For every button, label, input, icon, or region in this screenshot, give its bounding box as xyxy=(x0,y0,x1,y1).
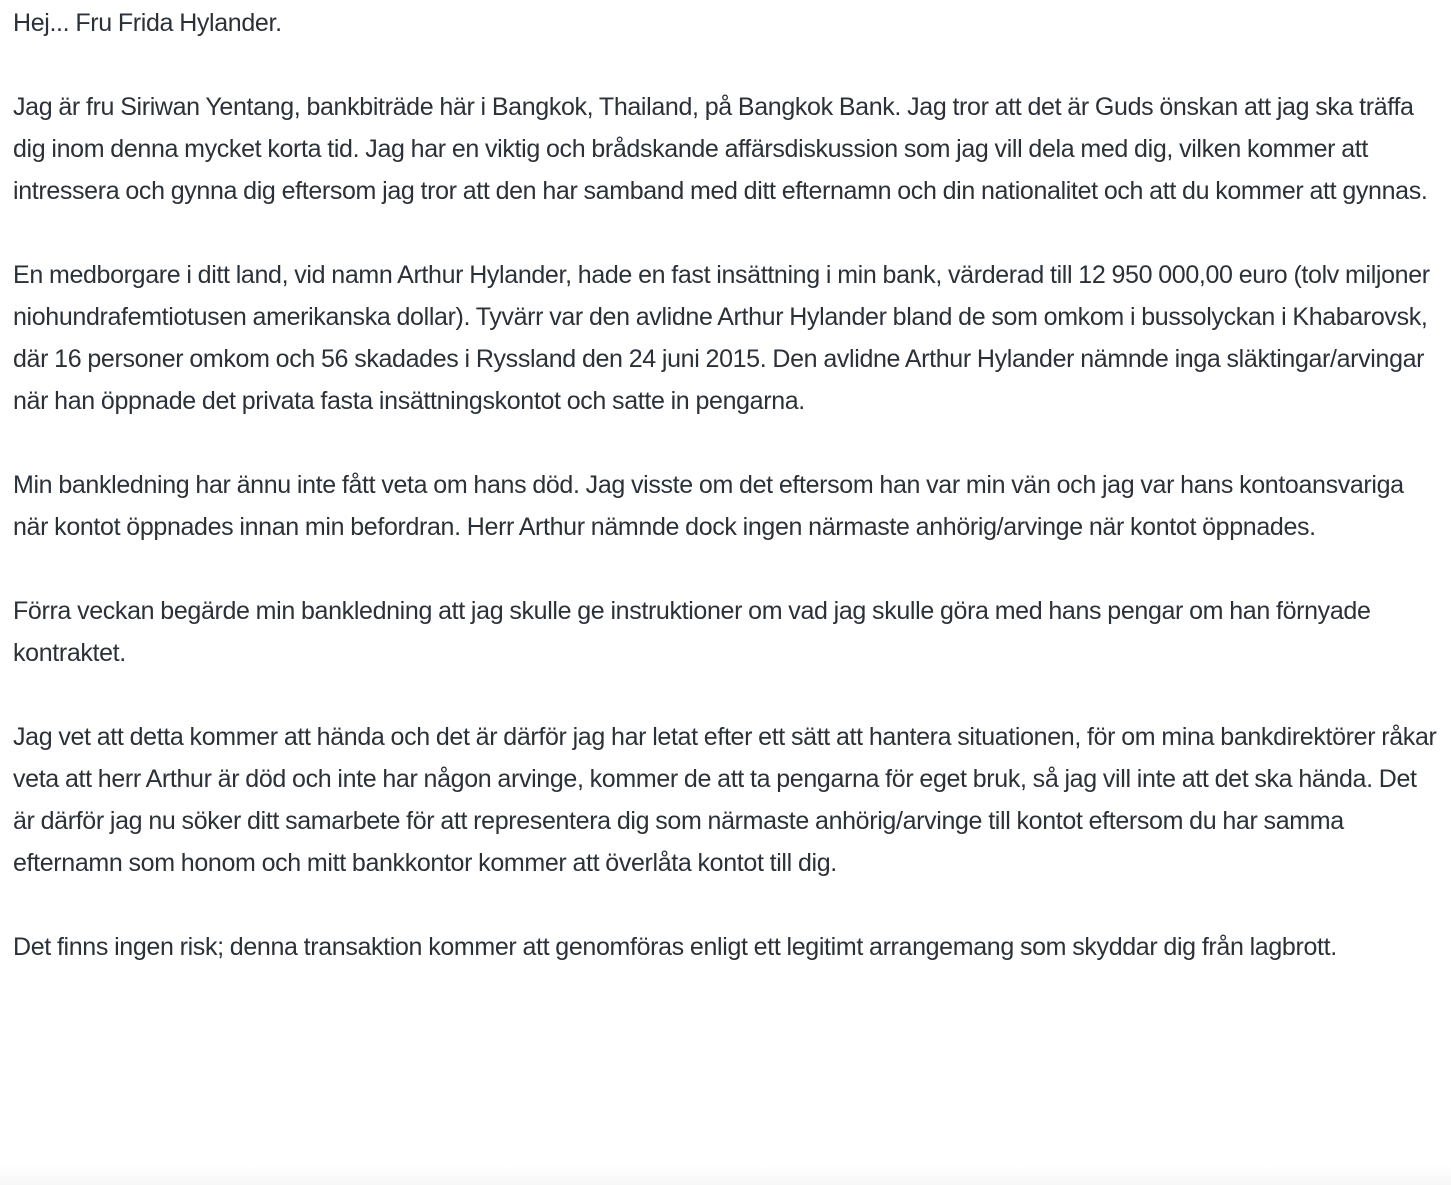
email-greeting: Hej... Fru Frida Hylander. xyxy=(13,9,282,37)
email-paragraph-last-week: Förra veckan begärde min bankledning att jag skulle ge instruktioner om vad jag skulle göra med hans pengar om han förnyade kontraktet. xyxy=(13,597,1371,667)
email-body xyxy=(13,0,1443,1010)
email-paragraph-no-risk: Det finns ingen risk; denna transaktion kommer att genomföras enligt ett legitimt arrangemang som skyddar dig från lagbrott. xyxy=(13,933,1337,961)
email-paragraph-management: Min bankledning har ännu inte fått veta om hans död. Jag visste om det eftersom han var min vän och jag var hans kontoansvariga när kontot öppnades innan min befordran. Herr Arthur nämnde dock ingen närmaste anhörig/arvinge när kontot öppnades. xyxy=(13,471,1404,541)
email-paragraph-deposit: En medborgare i ditt land, vid namn Arthur Hylander, hade en fast insättning i min bank, värderad till 12 950 000,00 euro (tolv miljoner niohundrafemtiotusen amerikanska dollar). Tyvärr var den avlidne Arthur Hylander bland de som omkom i bussolyckan i Khabarovsk, där 16 personer omkom och 56 skadades i Ryssland den 24 juni 2015. Den avlidne Arthur Hylander nämnde inga släktingar/arvingar när han öppnade det privata fasta insättningskontot och satte in pengarna. xyxy=(13,261,1430,415)
email-paragraph-intro: Jag är fru Siriwan Yentang, bankbiträde här i Bangkok, Thailand, på Bangkok Bank. Jag tror att det är Guds önskan att jag ska träffa dig inom denna mycket korta tid. Jag har en viktig och brådskande affärsdiskussion som jag vill dela med dig, vilken kommer att intressera och gynna dig eftersom jag tror att den har samband med ditt efternamn och din nationalitet och att du kommer att gynnas. xyxy=(13,93,1428,205)
bottom-fade xyxy=(0,1165,1451,1185)
email-paragraph-request: Jag vet att detta kommer att hända och det är därför jag har letat efter ett sätt att hantera situationen, för om mina bankdirektörer råkar veta att herr Arthur är död och inte har någon arvinge, kommer de att ta pengarna för eget bruk, så jag vill inte att det ska hända. Det är därför jag nu söker ditt samarbete för att representera dig som närmaste anhörig/arvinge till kontot eftersom du har samma efternamn som honom och mitt bankkontor kommer att överlåta kontot till dig. xyxy=(13,723,1437,877)
